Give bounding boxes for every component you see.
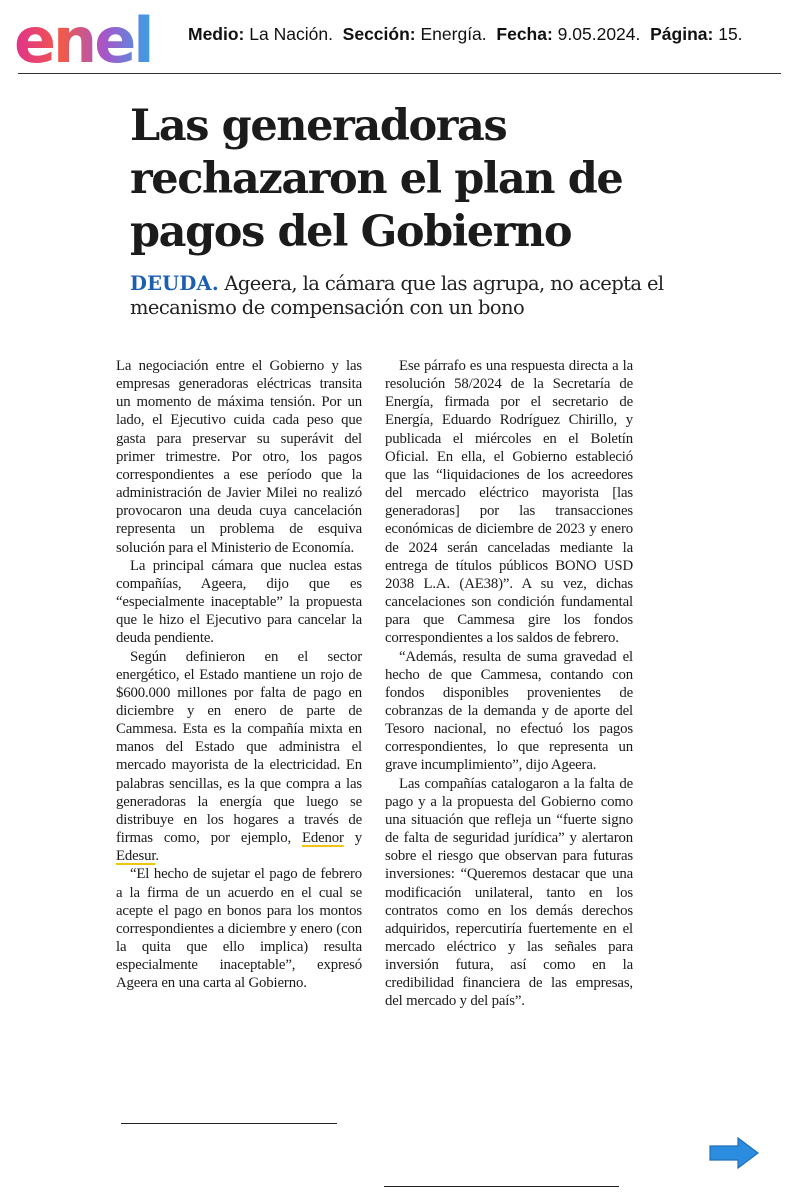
seccion-label: Sección: (342, 24, 416, 44)
article-headline: Las generadoras rechazaron el plan de pagos del Gobierno (130, 101, 623, 257)
paragraph: “El hecho de sujetar el pago de febrero a la firma de un acuerdo en el cual se acepte el pago en bonos para los montos correspondientes a diciembre y enero (con la quita que ello implica) resulta especialmente inaceptable”, expresó Ageera en una carta al Gobierno. (116, 866, 362, 992)
fecha-label: Fecha: (496, 24, 553, 44)
article-column-right (385, 357, 633, 1011)
fecha-value: 9.05.2024. (557, 24, 641, 44)
article-dek-text: Ageera, la cámara que las agrupa, no acepta el mecanismo de compensación con un bono (130, 272, 664, 319)
pagina-label: Página: (650, 24, 714, 44)
article-dek (130, 272, 700, 320)
paragraph: La negociación entre el Gobierno y las empresas generadoras eléctricas transita un momento de máxima tensión. Por un lado, el Ejecutivo cuida cada peso que gasta para preservar su superávit del primer trimestre. Por otro, los pagos correspondientes a ese período que la administración de Javier Milei no realizó provocaron una deuda cuya cancelación representa un problema de esquiva solución para el Ministerio de Economía. (116, 358, 362, 556)
edenor-link[interactable]: Edenor (301, 830, 344, 847)
paragraph-conjunction: y (354, 830, 362, 847)
paragraph (116, 648, 362, 866)
seccion-value: Energía. (420, 24, 487, 44)
paragraph: Ese párrafo es una respuesta directa a la resolución 58/2024 de la Secretaría de Energía, firmada por el secretario de Energía, Eduardo Rodríguez Chirillo, y publicada el miércoles en el Boletín Oficial. En ella, el Gobierno estableció que las “liquidaciones de los acreedores del mercado eléctrico mayorista [las generadoras] por las transacciones económicas de diciembre de 2023 y enero de 2024 serán canceladas mediante la entrega de títulos públicos BONO USD 2038 L.A. (AE38)”. A su vez, dichas cancelaciones son condición fundamental para que Cammesa gire los fondos correspondientes a los saldos de febrero. (385, 358, 633, 647)
paragraph: La principal cámara que nuclea estas compañías, Ageera, dijo que es “especialmente inaceptable” la propuesta que le hizo el Ejecutivo para cancelar la deuda pendiente. (116, 557, 362, 647)
paragraph-end: . (155, 848, 159, 865)
medio-value: La Nación. (249, 24, 333, 44)
medio-label: Medio: (188, 24, 245, 44)
paragraph-text: Según definieron en el sector energético, el Estado mantiene un rojo de $600.000 millones por falta de pago en diciembre y en enero de parte de Cammesa. Esta es la compañía mixta en manos del Estado que administra el mercado mayorista de la electricidad. En palabras sencillas, es la que compra a las generadoras la energía que luego se distribuye en los hogares a través de firmas como, por ejemplo, (116, 648, 362, 847)
header-divider (18, 73, 781, 74)
right-arrow-icon[interactable] (708, 1136, 760, 1170)
column-end-rule-left (121, 1123, 337, 1124)
paragraph: Las compañías catalogaron a la falta de pago y a la propuesta del Gobierno como una situación que refleja un “fuerte signo de falta de seguridad jurídica” y alertaron sobre el riesgo que observan para futuras inversiones: “Queremos destacar que una modificación unilateral, tanto en los contratos como en los demás derechos adquiridos, repercutiría fuertemente en el mercado eléctrico y las señales para inversión futura, así como en la credibilidad financiera de las empresas, del mercado y del país”. (385, 775, 633, 1010)
enel-logo-text: enel (14, 6, 152, 70)
article-column-left (116, 357, 362, 992)
pagina-value: 15. (718, 24, 743, 44)
edesur-link[interactable]: Edesur (116, 848, 156, 865)
column-end-rule-right (384, 1186, 619, 1187)
paragraph: “Además, resulta de suma gravedad el hecho de que Cammesa, contando con fondos disponibles provenientes de cobranzas de la demanda y de aporte del Tesoro nacional, no efectuó los pagos correspondientes, lo que representa un grave incumplimiento”, dijo Ageera. (385, 648, 633, 774)
press-clip-metadata (188, 24, 743, 45)
article-kicker: DEUDA. (130, 272, 219, 295)
enel-logo (14, 6, 180, 70)
